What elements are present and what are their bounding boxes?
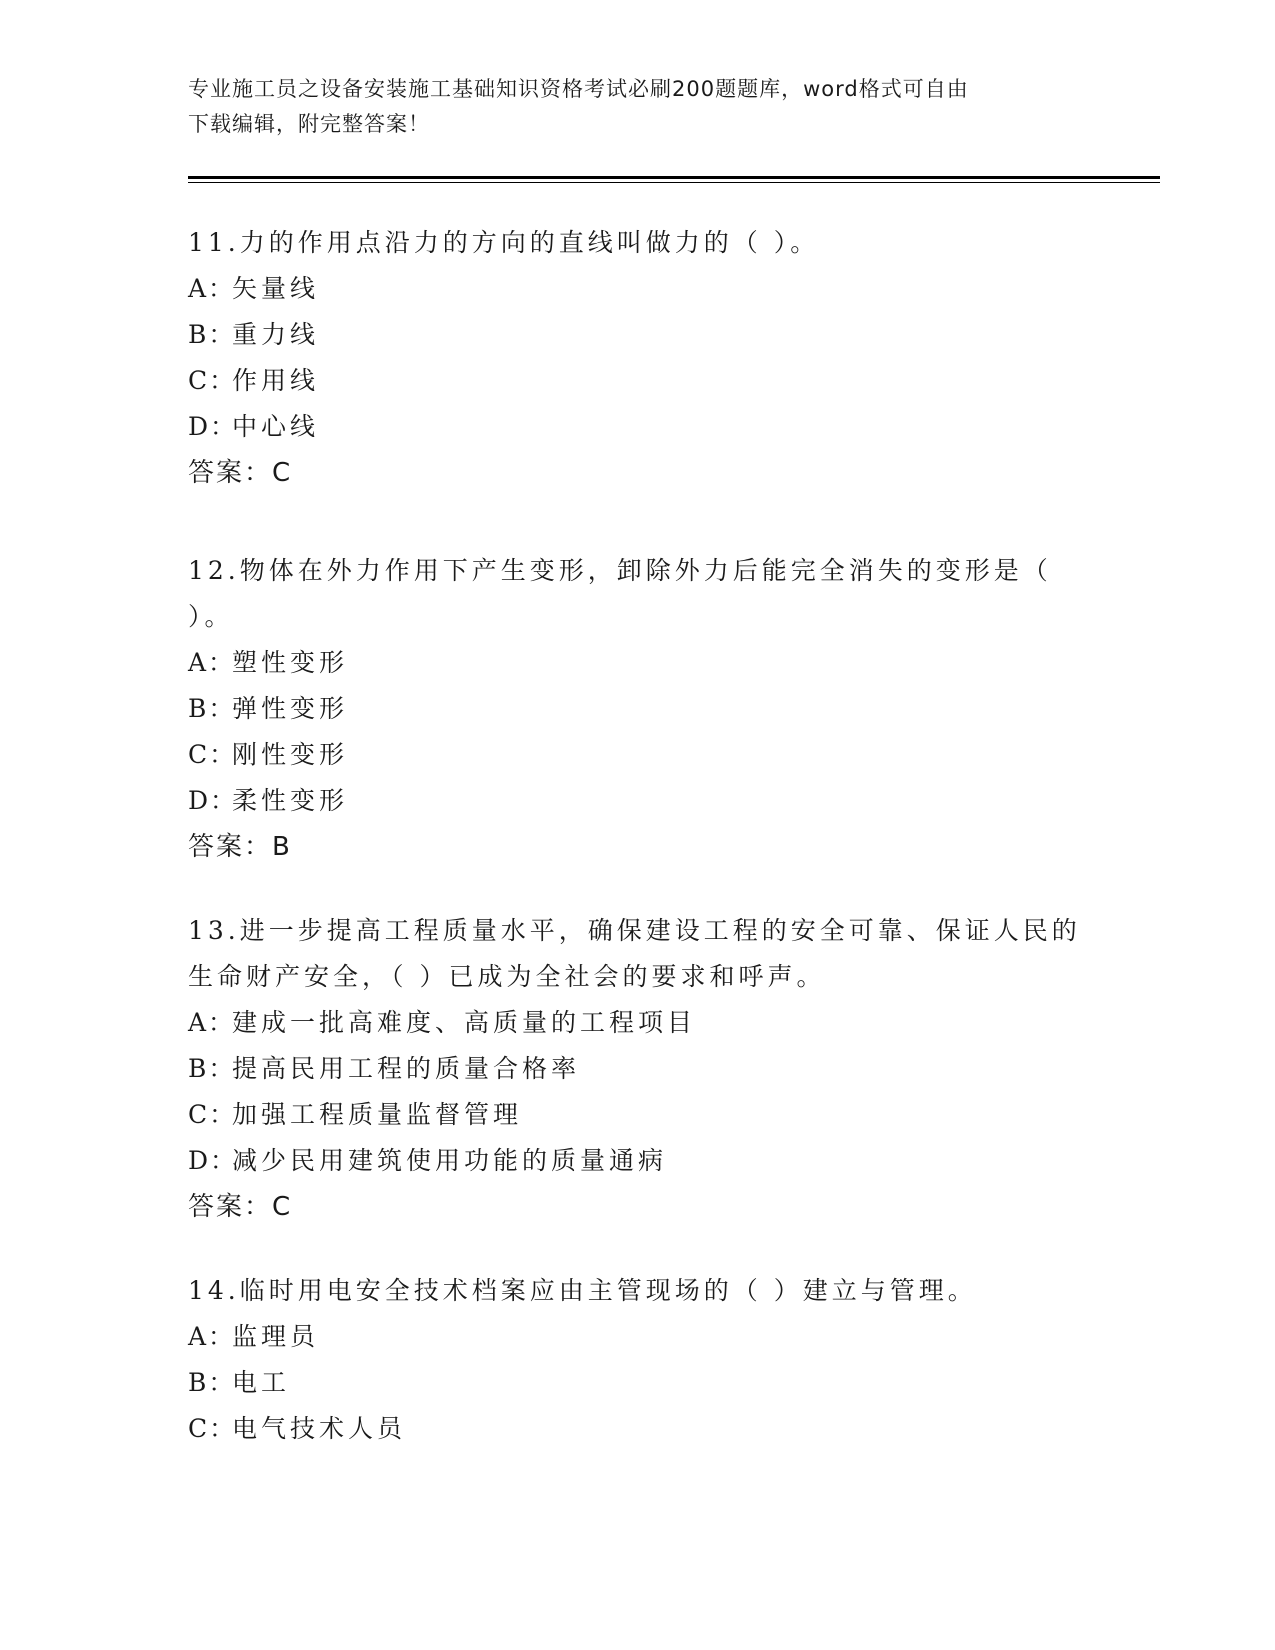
option-text: 减少民用建筑使用功能的质量通病 [232,1146,668,1175]
option-letter: C： [188,740,237,769]
option-letter: A： [188,1008,236,1037]
option-a [188,1314,1088,1360]
option-c [188,732,1088,778]
option-letter: B： [188,1368,236,1397]
option-letter: A： [188,1322,236,1351]
option-letter: D： [188,1146,238,1175]
option-b [188,1360,1088,1406]
option-a [188,266,1088,312]
option-b [188,686,1088,732]
option-a [188,640,1088,686]
answer: 答案：C [188,458,293,488]
option-letter: D： [188,412,238,441]
question-13 [188,908,1088,1230]
question-14 [188,1268,1088,1452]
option-text: 弹性变形 [232,694,349,723]
option-d [188,404,1088,450]
option-text: 中心线 [232,412,320,441]
option-c [188,358,1088,404]
option-text: 监理员 [232,1322,320,1351]
header-rule-thin [188,182,1160,183]
question-11 [188,220,1088,496]
option-c [188,1092,1088,1138]
question-stem: 12.物体在外力作用下产生变形，卸除外力后能完全消失的变形是（ [188,556,1052,585]
answer: 答案：B [188,832,292,862]
header-rule-thick [188,176,1160,179]
question-stem: 13.进一步提高工程质量水平，确保建设工程的安全可靠、保证人民的 [188,916,1081,945]
question-stem: 14.临时用电安全技术档案应由主管现场的（ ）建立与管理。 [188,1276,977,1305]
option-letter: B： [188,320,236,349]
option-letter: D： [188,786,238,815]
option-d [188,1138,1088,1184]
question-12 [188,548,1088,870]
option-letter: C： [188,1100,237,1129]
option-b [188,312,1088,358]
option-letter: C： [188,366,237,395]
header-line-1: 专业施工员之设备安装施工基础知识资格考试必刷200题题库，word格式可自由 [188,77,969,101]
option-letter: B： [188,694,236,723]
question-stem: 11.力的作用点沿力的方向的直线叫做力的（ ）。 [188,228,820,257]
option-text: 重力线 [232,320,320,349]
answer: 答案：C [188,1192,293,1222]
option-letter: C： [188,1414,237,1443]
option-text: 提高民用工程的质量合格率 [232,1054,581,1083]
option-text: 作用线 [232,366,320,395]
option-text: 建成一批高难度、高质量的工程项目 [232,1008,697,1037]
option-text: 加强工程质量监督管理 [232,1100,523,1129]
option-text: 电气技术人员 [232,1414,407,1443]
option-text: 矢量线 [232,274,320,303]
option-b [188,1046,1088,1092]
option-text: 塑性变形 [232,648,349,677]
option-text: 柔性变形 [232,786,349,815]
option-letter: A： [188,274,236,303]
option-a [188,1000,1088,1046]
option-d [188,778,1088,824]
document-header [188,72,1088,142]
option-text: 电工 [232,1368,291,1397]
option-c [188,1406,1088,1452]
question-stem-cont: ）。 [188,602,234,631]
header-line-2: 下载编辑，附完整答案！ [188,112,430,136]
option-letter: B： [188,1054,236,1083]
question-stem-cont: 生命财产安全，（ ）已成为全社会的要求和呼声。 [188,962,826,991]
option-letter: A： [188,648,236,677]
option-text: 刚性变形 [232,740,349,769]
